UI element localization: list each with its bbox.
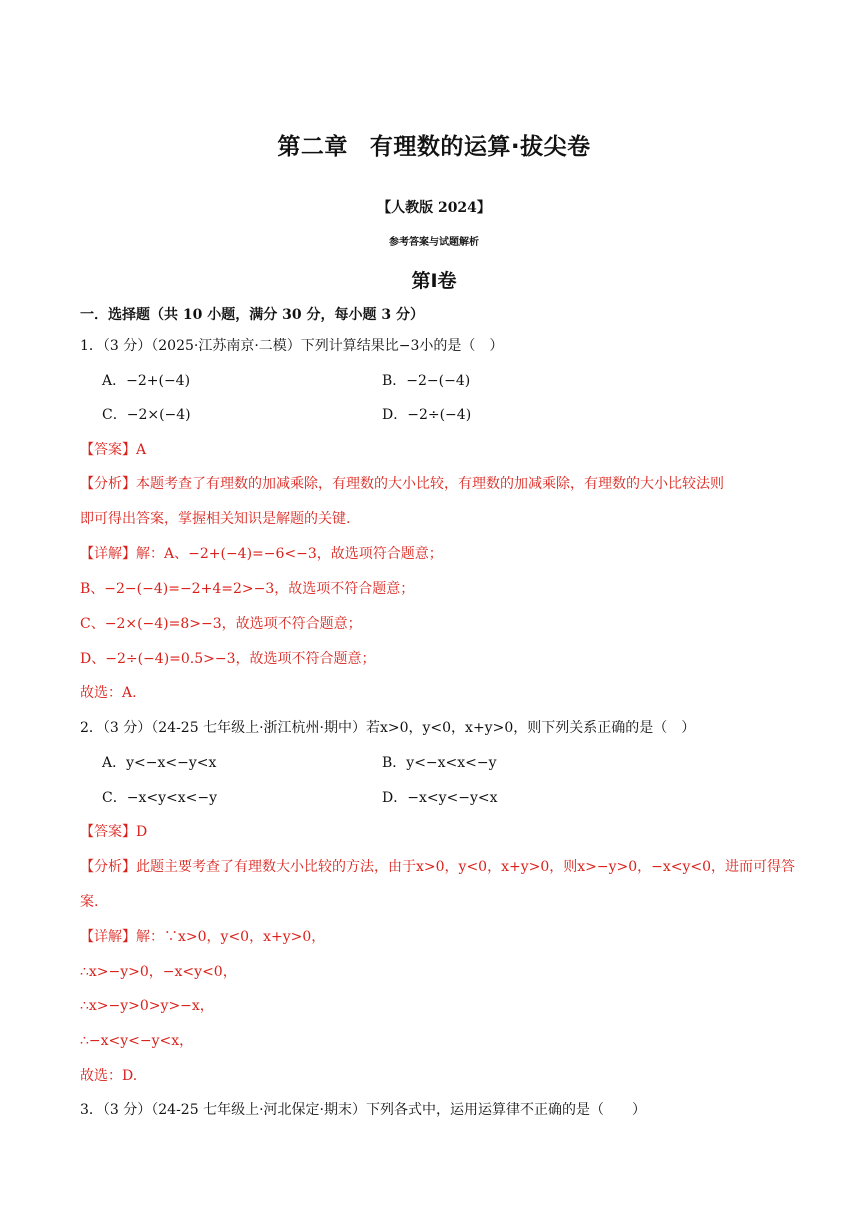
edition-label: 【人教版 2024】 [377,200,491,216]
q3-stem: 3．（3 分）（24-25 七年级上·河北保定·期末）下列各式中，运用运算律不正确的是（ ） [80,1102,646,1118]
subtitle: 参考答案与试题解析 [389,237,479,248]
q1-detail-line4: D、−2÷(−4)=0.5>−3，故选项不符合题意； [80,651,376,667]
volume-heading: 第Ⅰ卷 [411,270,457,292]
q1-stem: 1．（3 分）（2025·江苏南京·二模）下列计算结果比−3小的是（ ） [80,338,504,354]
page-title [0,128,868,161]
section-heading: 一．选择题（共 10 小题，满分 30 分，每小题 3 分） [80,307,424,323]
q2-detail-line2: ∴x>−y>0，−x<y<0， [80,964,237,980]
q2-detail-line4: ∴−x<y<−y<x， [80,1033,194,1049]
q2-analysis-line2: 案. [80,894,99,910]
q2-detail-line3: ∴x>−y>0>y>−x， [80,998,214,1014]
q1-analysis-line1: 【分析】本题考查了有理数的加减乘除，有理数的大小比较，有理数的加减乘除，有理数的大小比较法则 [80,476,724,492]
q1-analysis-line2: 即可得出答案，掌握相关知识是解题的关键. [80,511,351,527]
q2-option-a: A．y<−x<−y<x [102,755,217,771]
q1-option-d: D．−2÷(−4) [382,407,472,423]
q1-conclusion: 故选：A. [80,685,137,701]
q1-detail-line1: 【详解】解：A、−2+(−4)=−6<−3，故选项符合题意； [80,546,443,562]
q1-option-a: A．−2+(−4) [102,373,191,389]
q1-detail-line2: B、−2−(−4)=−2+4=2>−3，故选项不符合题意； [80,581,415,597]
q1-detail-line3: C、−2×(−4)=8>−3，故选项不符合题意； [80,616,362,632]
q2-detail-line1: 【详解】解：∵x>0，y<0，x+y>0， [80,929,326,945]
q2-option-d: D．−x<y<−y<x [382,790,498,806]
q2-answer: 【答案】D [80,824,148,840]
q1-answer: 【答案】A [80,442,147,458]
title-topic: 有理数的运算·拔尖卷 [369,134,591,160]
q2-option-c: C．−x<y<x<−y [102,790,217,806]
q2-stem: 2．（3 分）（24-25 七年级上·浙江杭州·期中）若x>0，y<0，x+y>0，则下列关系正确的是（ ） [80,720,696,736]
q1-option-b: B．−2−(−4) [382,373,471,389]
q2-analysis-line1: 【分析】此题主要考查了有理数大小比较的方法，由于x>0，y<0，x+y>0，则x>−y>0，−x<y<0，进而可得答 [80,859,796,875]
q2-conclusion: 故选：D. [80,1068,138,1084]
q1-option-c: C．−2×(−4) [102,407,191,423]
q2-option-b: B．y<−x<x<−y [382,755,497,771]
title-chapter: 第二章 [277,134,348,160]
